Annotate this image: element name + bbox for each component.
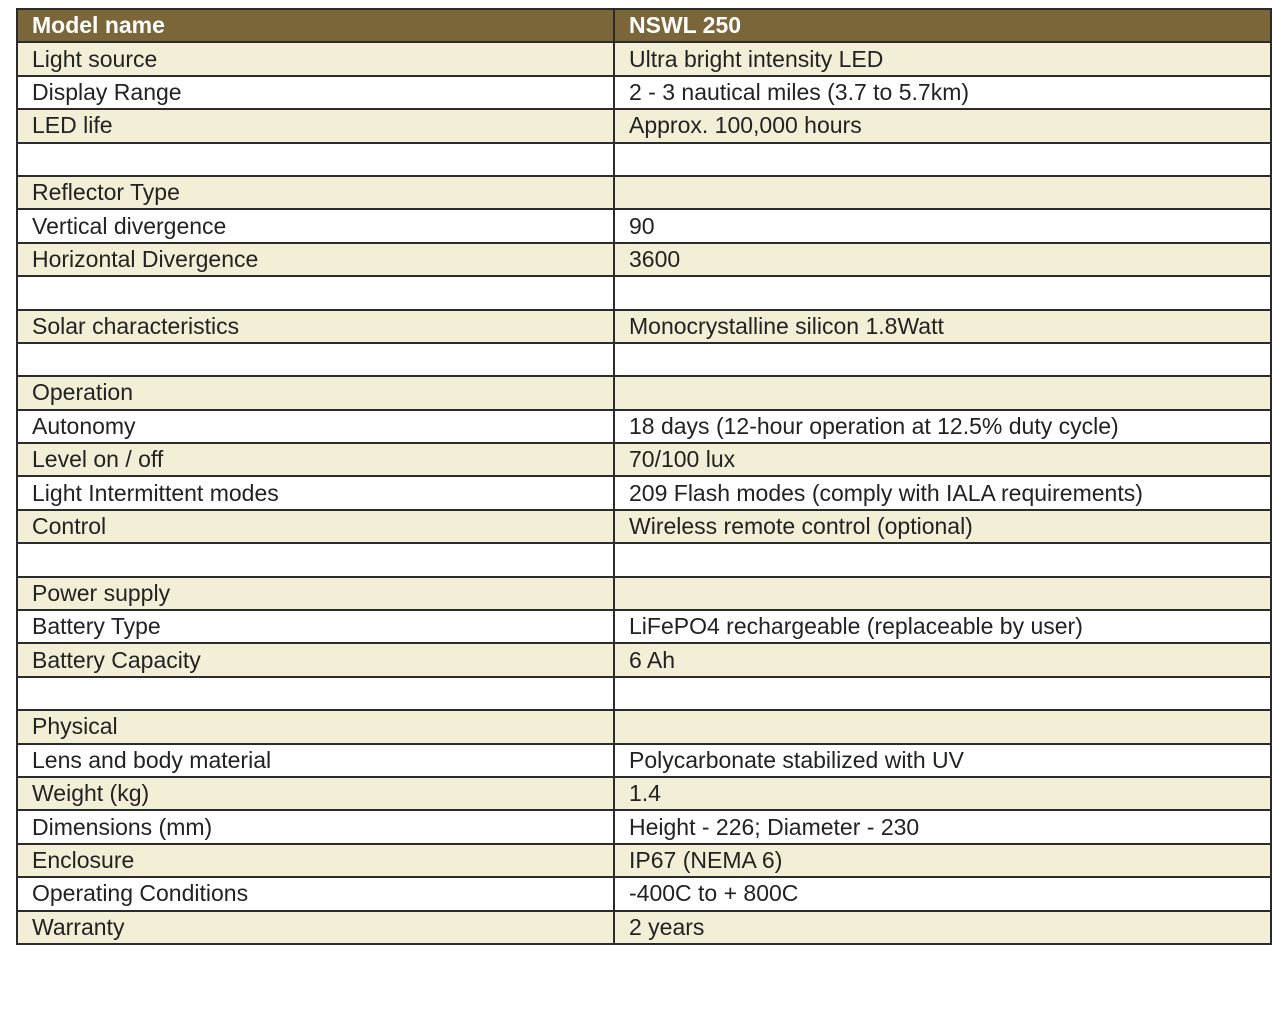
table-body — [17, 42, 1271, 944]
table-row — [17, 877, 1271, 910]
row-label-cell: Light source — [17, 42, 614, 75]
row-label-cell: Operation — [17, 376, 614, 409]
row-label-cell — [17, 143, 614, 176]
row-value-cell — [614, 710, 1271, 743]
row-value-cell — [614, 376, 1271, 409]
table-row — [17, 243, 1271, 276]
row-label-cell — [17, 543, 614, 576]
table-row — [17, 643, 1271, 676]
row-label-cell — [17, 343, 614, 376]
table-row — [17, 510, 1271, 543]
row-value-cell: 70/100 lux — [614, 443, 1271, 476]
row-value-cell: 2 years — [614, 911, 1271, 944]
table-row — [17, 42, 1271, 75]
table-row — [17, 109, 1271, 142]
table-row — [17, 376, 1271, 409]
row-label-cell: Level on / off — [17, 443, 614, 476]
table-row — [17, 209, 1271, 242]
row-value-cell: 2 - 3 nautical miles (3.7 to 5.7km) — [614, 76, 1271, 109]
row-value-cell — [614, 176, 1271, 209]
row-label-cell: Dimensions (mm) — [17, 810, 614, 843]
row-label-cell: Lens and body material — [17, 744, 614, 777]
table-row — [17, 410, 1271, 443]
table-row — [17, 443, 1271, 476]
row-label-cell: Enclosure — [17, 844, 614, 877]
row-label-cell: Vertical divergence — [17, 209, 614, 242]
row-value-cell — [614, 343, 1271, 376]
table-row — [17, 610, 1271, 643]
table-row — [17, 744, 1271, 777]
row-value-cell: IP67 (NEMA 6) — [614, 844, 1271, 877]
row-label-cell: LED life — [17, 109, 614, 142]
row-value-cell: Monocrystalline silicon 1.8Watt — [614, 310, 1271, 343]
row-value-cell: -400C to + 800C — [614, 877, 1271, 910]
table-row — [17, 543, 1271, 576]
table-row — [17, 310, 1271, 343]
row-label-cell: Horizontal Divergence — [17, 243, 614, 276]
row-label-cell: Power supply — [17, 577, 614, 610]
row-label-cell: Solar characteristics — [17, 310, 614, 343]
row-value-cell — [614, 577, 1271, 610]
row-value-cell: Wireless remote control (optional) — [614, 510, 1271, 543]
table-row — [17, 844, 1271, 877]
table-row — [17, 577, 1271, 610]
row-value-cell: LiFePO4 rechargeable (replaceable by user) — [614, 610, 1271, 643]
spec-table — [16, 8, 1272, 945]
row-value-cell: Polycarbonate stabilized with UV — [614, 744, 1271, 777]
table-row — [17, 810, 1271, 843]
table-row — [17, 710, 1271, 743]
row-value-cell: 18 days (12-hour operation at 12.5% duty cycle) — [614, 410, 1271, 443]
header-cell-label: Model name — [17, 9, 614, 42]
row-label-cell: Weight (kg) — [17, 777, 614, 810]
row-value-cell: Height - 226; Diameter - 230 — [614, 810, 1271, 843]
table-row — [17, 76, 1271, 109]
row-value-cell: 1.4 — [614, 777, 1271, 810]
row-label-cell — [17, 677, 614, 710]
table-row — [17, 777, 1271, 810]
table-head — [17, 9, 1271, 42]
row-value-cell — [614, 677, 1271, 710]
header-row — [17, 9, 1271, 42]
row-value-cell — [614, 276, 1271, 309]
row-label-cell: Operating Conditions — [17, 877, 614, 910]
row-label-cell: Battery Capacity — [17, 643, 614, 676]
row-label-cell — [17, 276, 614, 309]
row-value-cell: Approx. 100,000 hours — [614, 109, 1271, 142]
table-row — [17, 276, 1271, 309]
table-row — [17, 677, 1271, 710]
row-value-cell: 6 Ah — [614, 643, 1271, 676]
row-label-cell: Control — [17, 510, 614, 543]
table-row — [17, 476, 1271, 509]
row-value-cell — [614, 543, 1271, 576]
table-row — [17, 911, 1271, 944]
table-row — [17, 343, 1271, 376]
row-value-cell — [614, 143, 1271, 176]
row-label-cell: Battery Type — [17, 610, 614, 643]
row-label-cell: Autonomy — [17, 410, 614, 443]
row-label-cell: Physical — [17, 710, 614, 743]
row-value-cell: 209 Flash modes (comply with IALA requirements) — [614, 476, 1271, 509]
table-row — [17, 143, 1271, 176]
row-label-cell: Display Range — [17, 76, 614, 109]
row-label-cell: Reflector Type — [17, 176, 614, 209]
header-cell-value: NSWL 250 — [614, 9, 1271, 42]
row-value-cell: Ultra bright intensity LED — [614, 42, 1271, 75]
row-value-cell: 3600 — [614, 243, 1271, 276]
row-label-cell: Light Intermittent modes — [17, 476, 614, 509]
row-label-cell: Warranty — [17, 911, 614, 944]
table-row — [17, 176, 1271, 209]
row-value-cell: 90 — [614, 209, 1271, 242]
